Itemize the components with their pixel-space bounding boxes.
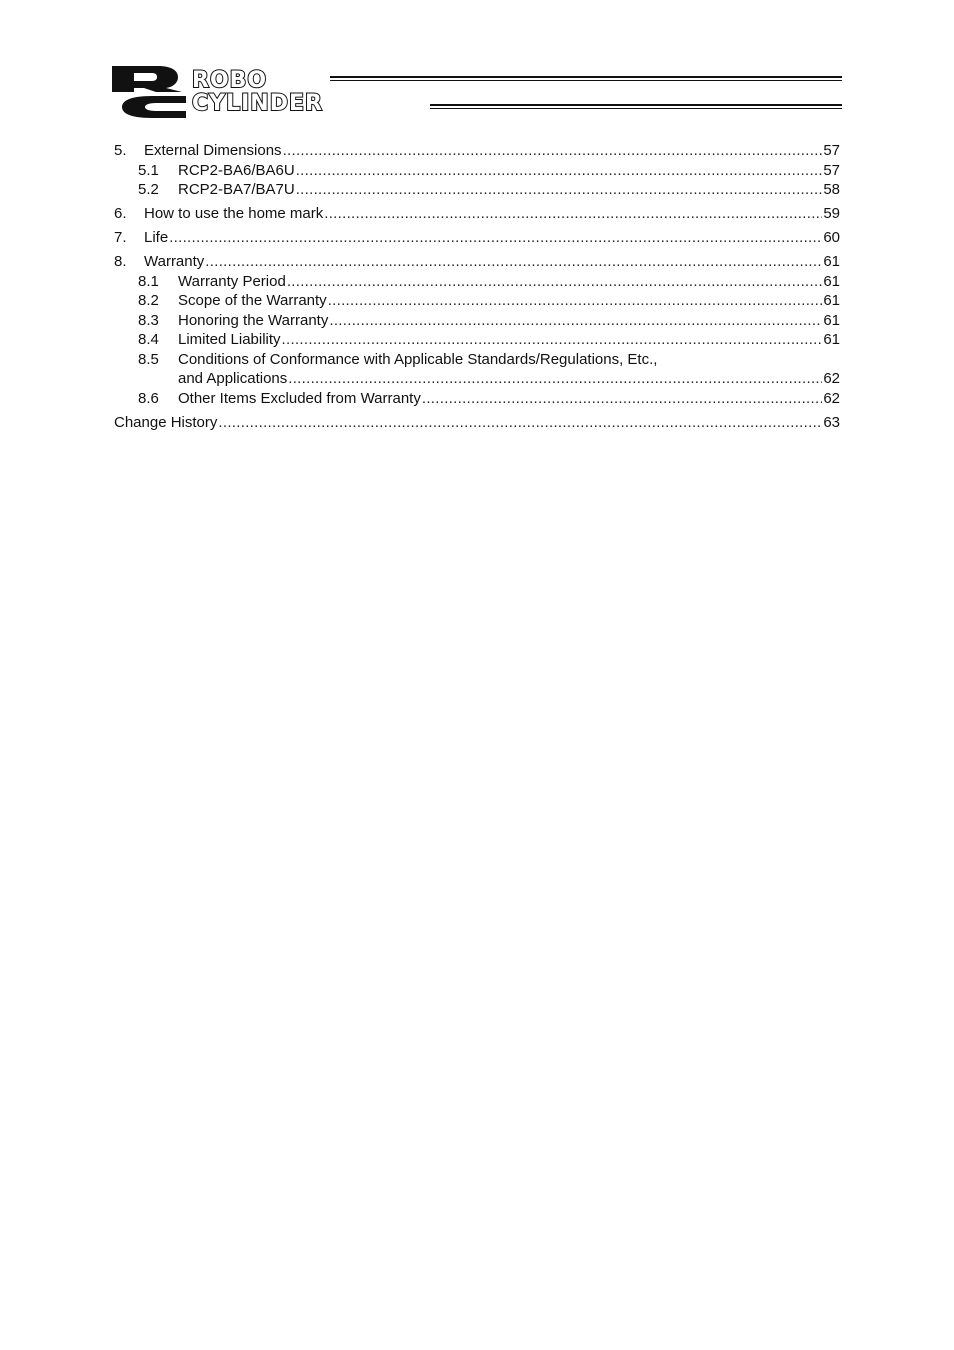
toc-title: Conditions of Conformance with Applicable Standards/Regulations, Etc.,	[178, 350, 658, 368]
toc-number: 7.	[114, 229, 127, 246]
toc-entry-8-1[interactable]	[114, 272, 840, 292]
toc-page-number: 61	[823, 311, 840, 329]
toc-leader-dots	[218, 413, 822, 433]
toc-leader-dots	[324, 204, 822, 224]
toc-leader-dots	[296, 180, 823, 200]
toc-number: 5.	[114, 142, 127, 159]
toc-page-number: 61	[823, 253, 840, 270]
toc-number: 8.	[114, 253, 127, 270]
toc-page-number: 59	[823, 205, 840, 222]
toc-page-number: 62	[823, 389, 840, 407]
toc-number: 8.1	[138, 272, 159, 290]
toc-leader-dots	[282, 330, 823, 350]
toc-page-number: 61	[823, 331, 840, 348]
toc-title-continuation: and Applications	[178, 370, 288, 387]
toc-entry-change-history[interactable]	[114, 413, 840, 433]
logo-text-robo: ROBO	[192, 68, 268, 93]
toc-entry-8-5-continued[interactable]	[114, 369, 840, 389]
toc-entry-8[interactable]	[114, 252, 840, 272]
header-rule-top	[330, 76, 842, 81]
toc-page-number: 57	[823, 161, 840, 179]
toc-leader-dots	[288, 369, 822, 389]
toc-title: Other Items Excluded from Warranty	[178, 389, 421, 407]
toc-number: 8.3	[138, 311, 159, 329]
toc-page-number: 60	[823, 229, 840, 246]
toc-entry-5[interactable]	[114, 141, 840, 161]
toc-entry-8-5[interactable]	[114, 350, 840, 370]
toc-number: 5.2	[138, 181, 159, 198]
header-rule-bottom	[430, 104, 842, 109]
toc-leader-dots	[328, 291, 823, 311]
toc-page-number: 63	[823, 413, 840, 431]
toc-entry-8-6[interactable]	[114, 389, 840, 409]
toc-number: 5.1	[138, 161, 159, 179]
toc-leader-dots	[422, 389, 822, 409]
toc-leader-dots	[287, 272, 823, 292]
toc-leader-dots	[296, 161, 823, 181]
toc-entry-5-1[interactable]	[114, 161, 840, 181]
toc-title: Warranty	[144, 253, 205, 270]
toc-entry-5-2[interactable]	[114, 180, 840, 200]
toc-page-number: 61	[823, 292, 840, 309]
toc-entry-7[interactable]	[114, 228, 840, 248]
toc-title: RCP2-BA7/BA7U	[178, 181, 295, 198]
logo-text-cylinder: CYLINDER	[192, 91, 323, 116]
toc-number: 8.2	[138, 292, 159, 309]
document-header	[112, 66, 842, 118]
toc-page-number: 57	[823, 142, 840, 159]
table-of-contents	[114, 141, 840, 432]
toc-title: Scope of the Warranty	[178, 292, 327, 309]
toc-leader-dots	[169, 228, 822, 248]
toc-title: Change History	[114, 413, 218, 431]
toc-page-number: 61	[823, 272, 840, 290]
toc-title: Warranty Period	[178, 272, 286, 290]
toc-entry-6[interactable]	[114, 204, 840, 224]
toc-leader-dots	[283, 141, 823, 161]
toc-title: Limited Liability	[178, 331, 281, 348]
toc-title: How to use the home mark	[144, 205, 324, 222]
toc-entry-8-4[interactable]	[114, 330, 840, 350]
toc-number: 8.4	[138, 331, 159, 348]
toc-title: Life	[144, 229, 169, 246]
toc-number: 8.5	[138, 350, 159, 368]
toc-number: 8.6	[138, 389, 159, 407]
robo-cylinder-logo-mark	[112, 66, 186, 118]
toc-title: RCP2-BA6/BA6U	[178, 161, 295, 179]
toc-leader-dots	[329, 311, 822, 331]
toc-title: Honoring the Warranty	[178, 311, 329, 329]
toc-number: 6.	[114, 205, 127, 222]
toc-page-number: 58	[823, 181, 840, 198]
toc-entry-8-2[interactable]	[114, 291, 840, 311]
toc-leader-dots	[205, 252, 822, 272]
toc-title: External Dimensions	[144, 142, 282, 159]
toc-entry-8-3[interactable]	[114, 311, 840, 331]
toc-page-number: 62	[823, 370, 840, 387]
